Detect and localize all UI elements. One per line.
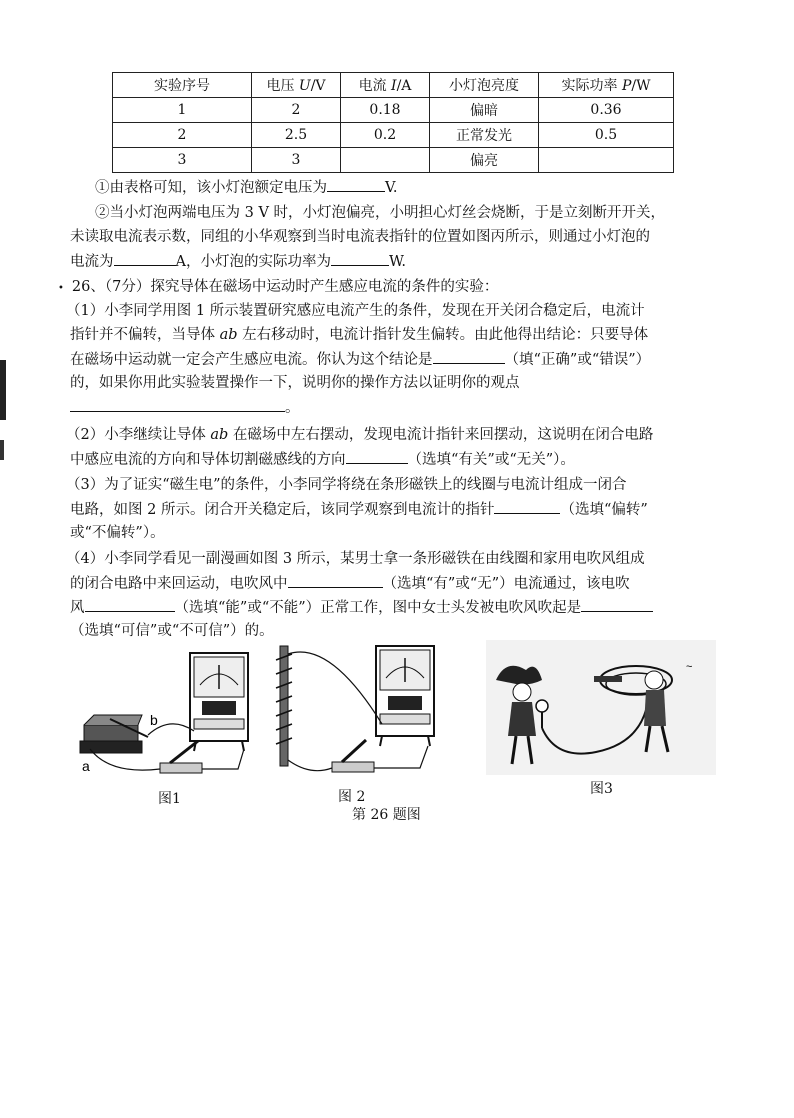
galvanometer-icon (376, 646, 434, 746)
q26-s4-line2: 的闭合电路中来回运动，电吹风中 （选填“有”或“无”）电流通过，该电吹 (70, 572, 720, 595)
table-cell: 偏亮 (430, 148, 539, 173)
q26-s1-line1: （1）小李同学用图 1 所示装置研究感应电流产生的条件，发现在开关闭合稳定后，电流计 (66, 303, 645, 319)
table-cell: 3 (252, 148, 341, 173)
q26-s3-line2: 电路，如图 2 所示。闭合开关稳定后，该同学观察到电流计的指针 （选填“偏转” (70, 498, 720, 521)
answer-blank[interactable] (70, 396, 285, 412)
table-row (113, 98, 674, 123)
answer-blank[interactable] (288, 572, 383, 588)
table-cell: 0.5 (539, 123, 674, 148)
table-cell: 2.5 (252, 123, 341, 148)
answer-blank[interactable] (433, 348, 505, 364)
table-cell (341, 148, 430, 173)
table-header-cell: 实验序号 (113, 73, 252, 98)
q26-s3-line1: （3）为了证实“磁生电”的条件，小李同学将绕在条形磁铁上的线圈与电流计组成一闭合 (66, 477, 627, 493)
table-header-row (113, 73, 674, 98)
table-header-cell: 电流 I/A (341, 73, 430, 98)
q26-s4-line3: 风 （选填“能”或“不能”）正常工作，图中女士头发被电吹风吹起是 (70, 596, 720, 619)
svg-text:~: ~ (686, 661, 693, 673)
figure-1-caption: 图1 (158, 791, 181, 807)
answer-blank[interactable] (331, 250, 389, 266)
figure-main-caption: 第 26 题图 (352, 807, 421, 823)
table-cell (539, 148, 674, 173)
table-cell: 正常发光 (430, 123, 539, 148)
q25-part1: ①由表格可知，该小灯泡额定电压为 V. (95, 176, 745, 199)
answer-blank[interactable] (327, 176, 385, 192)
scan-edge-mark (0, 360, 6, 420)
coil-magnet-icon (276, 646, 292, 766)
table-cell: 0.36 (539, 98, 674, 123)
q26-s1-line3: 在磁场中运动就一定会产生感应电流。你认为这个结论是 （填“正确”或“错误”） (70, 348, 720, 371)
table-header-cell: 小灯泡亮度 (430, 73, 539, 98)
figure-3-caption: 图3 (590, 781, 613, 797)
q26-s1-line2: 指针并不偏转，当导体 ab 左右移动时，电流计指针发生偏转。由此他得出结论：只要导体 (70, 327, 649, 343)
table-cell: 2 (252, 98, 341, 123)
table-cell: 0.2 (341, 123, 430, 148)
table-row (113, 148, 674, 173)
table-header-cell: 实际功率 P/W (539, 73, 674, 98)
figure-2-caption: 图 2 (338, 789, 366, 805)
q26-s2-line1: （2）小李继续让导体 ab 在磁场中左右摆动，发现电流计指针来回摆动，这说明在闭合电路 (66, 427, 654, 443)
q26-s2-line2: 中感应电流的方向和导体切割磁感线的方向 （选填“有关”或“无关”）。 (70, 448, 720, 471)
q25-part2-line2: 未读取电流表示数，同组的小华观察到当时电流表指针的位置如图丙所示，则通过小灯泡的 (70, 229, 650, 245)
label-a: a (82, 758, 90, 774)
scan-edge-mark (0, 440, 4, 460)
table-row (113, 123, 674, 148)
answer-blank[interactable] (346, 448, 408, 464)
q26-s1-line4: 的，如果你用此实验装置操作一下，说明你的操作方法以证明你的观点 (70, 375, 520, 391)
figure-2-apparatus (270, 640, 440, 785)
table-header-cell: 电压 U/V (252, 73, 341, 98)
q25-part2-line3: 电流为 A，小灯泡的实际功率为 W. (70, 250, 720, 273)
table-cell: 3 (113, 148, 252, 173)
horseshoe-magnet-icon (80, 715, 142, 753)
figure-3-cartoon (486, 640, 716, 775)
q25-part2-line1: ②当小灯泡两端电压为 3 V 时，小灯泡偏亮，小明担心灯丝会烧断，于是立刻断开开关， (95, 205, 666, 221)
table-cell: 偏暗 (430, 98, 539, 123)
q26-s4-line1: （4）小李同学看见一副漫画如图 3 所示，某男士拿一条形磁铁在由线圈和家用电吹风组成 (66, 551, 645, 567)
q26-s1-line5: 。 (70, 396, 720, 419)
table-cell: 2 (113, 123, 252, 148)
figure-1-apparatus (70, 645, 260, 785)
label-b: b (150, 712, 158, 728)
experiment-table (112, 72, 674, 173)
q26-title: • 26、（7分）探究导体在磁场中运动时产生感应电流的条件的实验： (58, 279, 499, 295)
answer-blank[interactable] (581, 596, 653, 612)
galvanometer-icon (190, 653, 248, 751)
q26-s3-line3: 或“不偏转”）。 (70, 525, 165, 541)
switch-icon (332, 740, 374, 772)
table-cell: 0.18 (341, 98, 430, 123)
answer-blank[interactable] (494, 498, 560, 514)
table-cell: 1 (113, 98, 252, 123)
answer-blank[interactable] (85, 596, 175, 612)
q26-s4-line4: （选填“可信”或“不可信”）的。 (70, 623, 274, 639)
answer-blank[interactable] (114, 250, 176, 266)
